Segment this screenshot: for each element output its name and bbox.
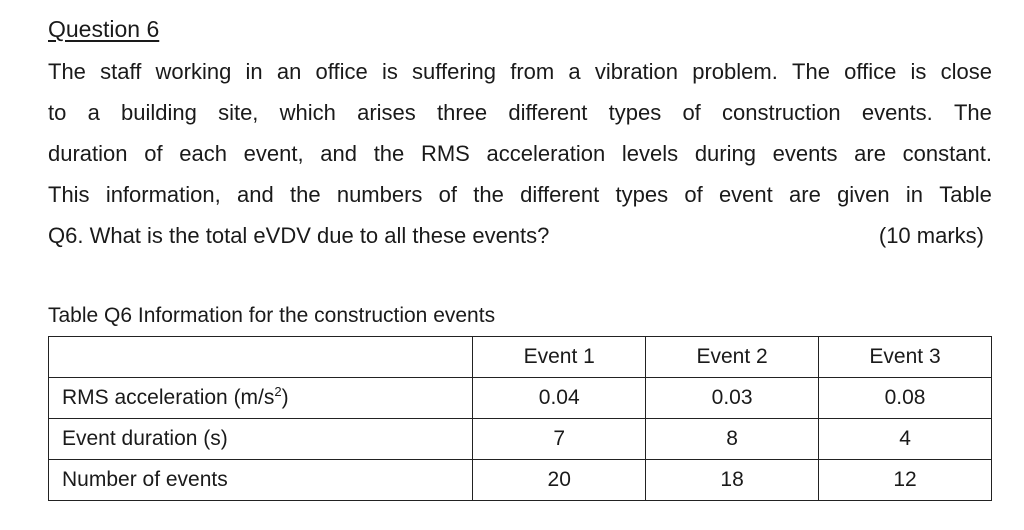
- table-cell: 0.08: [819, 378, 992, 419]
- paragraph-word: event,: [243, 141, 304, 166]
- paragraph-word: the: [473, 182, 504, 207]
- paragraph-word: event: [718, 182, 773, 207]
- table-header-cell: Event 1: [473, 337, 646, 378]
- paragraph-word: different: [508, 100, 588, 125]
- paragraph-word: a: [568, 59, 581, 84]
- paragraph-word: different: [520, 182, 600, 207]
- paragraph-word: close: [940, 59, 992, 84]
- table-header-cell: Event 3: [819, 337, 992, 378]
- paragraph-word: each: [179, 141, 227, 166]
- table-row: [49, 378, 992, 419]
- table-cell: 0.04: [473, 378, 646, 419]
- paragraph-word: arises: [357, 100, 416, 125]
- table-row: [49, 419, 992, 460]
- paragraph-word: events.: [861, 100, 933, 125]
- row-label: [49, 378, 473, 419]
- paragraph-word: from: [510, 59, 555, 84]
- question-prompt: Q6. What is the total eVDV due to all these events?: [48, 223, 550, 248]
- table-caption: Table Q6 Information for the construction events: [48, 304, 496, 327]
- table-cell: 18: [646, 460, 819, 501]
- paragraph-word: levels: [621, 141, 679, 166]
- paragraph-word: in: [905, 182, 924, 207]
- paragraph-word: a: [87, 100, 100, 125]
- paragraph-word: The: [48, 59, 86, 84]
- table-cell: 20: [473, 460, 646, 501]
- paragraph-word: which: [279, 100, 336, 125]
- paragraph-word: numbers: [336, 182, 423, 207]
- paragraph-word: of: [438, 182, 458, 207]
- paragraph-word: given: [837, 182, 890, 207]
- paragraph-word: vibration: [594, 59, 679, 84]
- paragraph-word: of: [684, 182, 703, 207]
- paragraph-word: of: [144, 141, 163, 166]
- row-label-end: ): [281, 386, 289, 409]
- paragraph-word: types: [615, 182, 669, 207]
- paragraph-word: information,: [105, 182, 221, 207]
- paragraph-word: the: [373, 141, 405, 166]
- paragraph-word: are: [854, 141, 886, 166]
- paragraph-line: [48, 178, 992, 219]
- row-label-text: RMS acceleration (m/s: [62, 386, 275, 409]
- paragraph-word: an: [276, 59, 302, 84]
- paragraph-word: to: [48, 100, 67, 125]
- paragraph-word: the: [289, 182, 321, 207]
- table-header-cell: Event 2: [646, 337, 819, 378]
- paragraph-line: [48, 137, 992, 178]
- paragraph-word: staff: [100, 59, 142, 84]
- paragraph-line: [48, 96, 992, 137]
- paragraph-word: are: [789, 182, 821, 207]
- paragraph-word: This: [48, 182, 90, 207]
- table-header-row: [49, 337, 992, 378]
- table-header-cell: [49, 337, 473, 378]
- row-label: Event duration (s): [49, 419, 473, 460]
- superscript: 2: [274, 384, 282, 399]
- paragraph-word: working: [155, 59, 232, 84]
- paragraph-word: Table: [939, 182, 992, 207]
- table-cell: 8: [646, 419, 819, 460]
- paragraph-word: constant.: [902, 141, 992, 166]
- paragraph-line: [48, 55, 992, 96]
- paragraph-word: is: [910, 59, 927, 84]
- paragraph-word: and: [237, 182, 274, 207]
- question-paragraph: [48, 55, 992, 260]
- paragraph-word: office: [844, 59, 897, 84]
- paragraph-word: problem.: [692, 59, 778, 84]
- paragraph-word: three: [436, 100, 488, 125]
- paragraph-word: construction: [722, 100, 841, 125]
- paragraph-word: in: [245, 59, 263, 84]
- paragraph-word: building: [121, 100, 197, 125]
- paragraph-word: The: [792, 59, 830, 84]
- events-table: [48, 336, 992, 501]
- paragraph-word: suffering: [412, 59, 497, 84]
- question-heading: Question 6: [48, 16, 160, 42]
- table-row: [49, 460, 992, 501]
- paragraph-word: during: [694, 141, 756, 166]
- paragraph-word: duration: [48, 141, 128, 166]
- paragraph-word: site,: [218, 100, 259, 125]
- paragraph-word: acceleration: [486, 141, 606, 166]
- paragraph-word: RMS: [420, 141, 470, 166]
- paragraph-word: types: [608, 100, 662, 125]
- paragraph-word: and: [320, 141, 357, 166]
- row-label: Number of events: [49, 460, 473, 501]
- table-cell: 12: [819, 460, 992, 501]
- table-cell: 4: [819, 419, 992, 460]
- table-cell: 7: [473, 419, 646, 460]
- marks-label: (10 marks): [878, 223, 984, 248]
- paragraph-word: of: [682, 100, 701, 125]
- paragraph-word: office: [315, 59, 368, 84]
- paragraph-word: is: [381, 59, 398, 84]
- table-cell: 0.03: [646, 378, 819, 419]
- paragraph-word: The: [953, 100, 992, 125]
- paragraph-word: events: [772, 141, 838, 166]
- paragraph-last-line: [48, 219, 992, 260]
